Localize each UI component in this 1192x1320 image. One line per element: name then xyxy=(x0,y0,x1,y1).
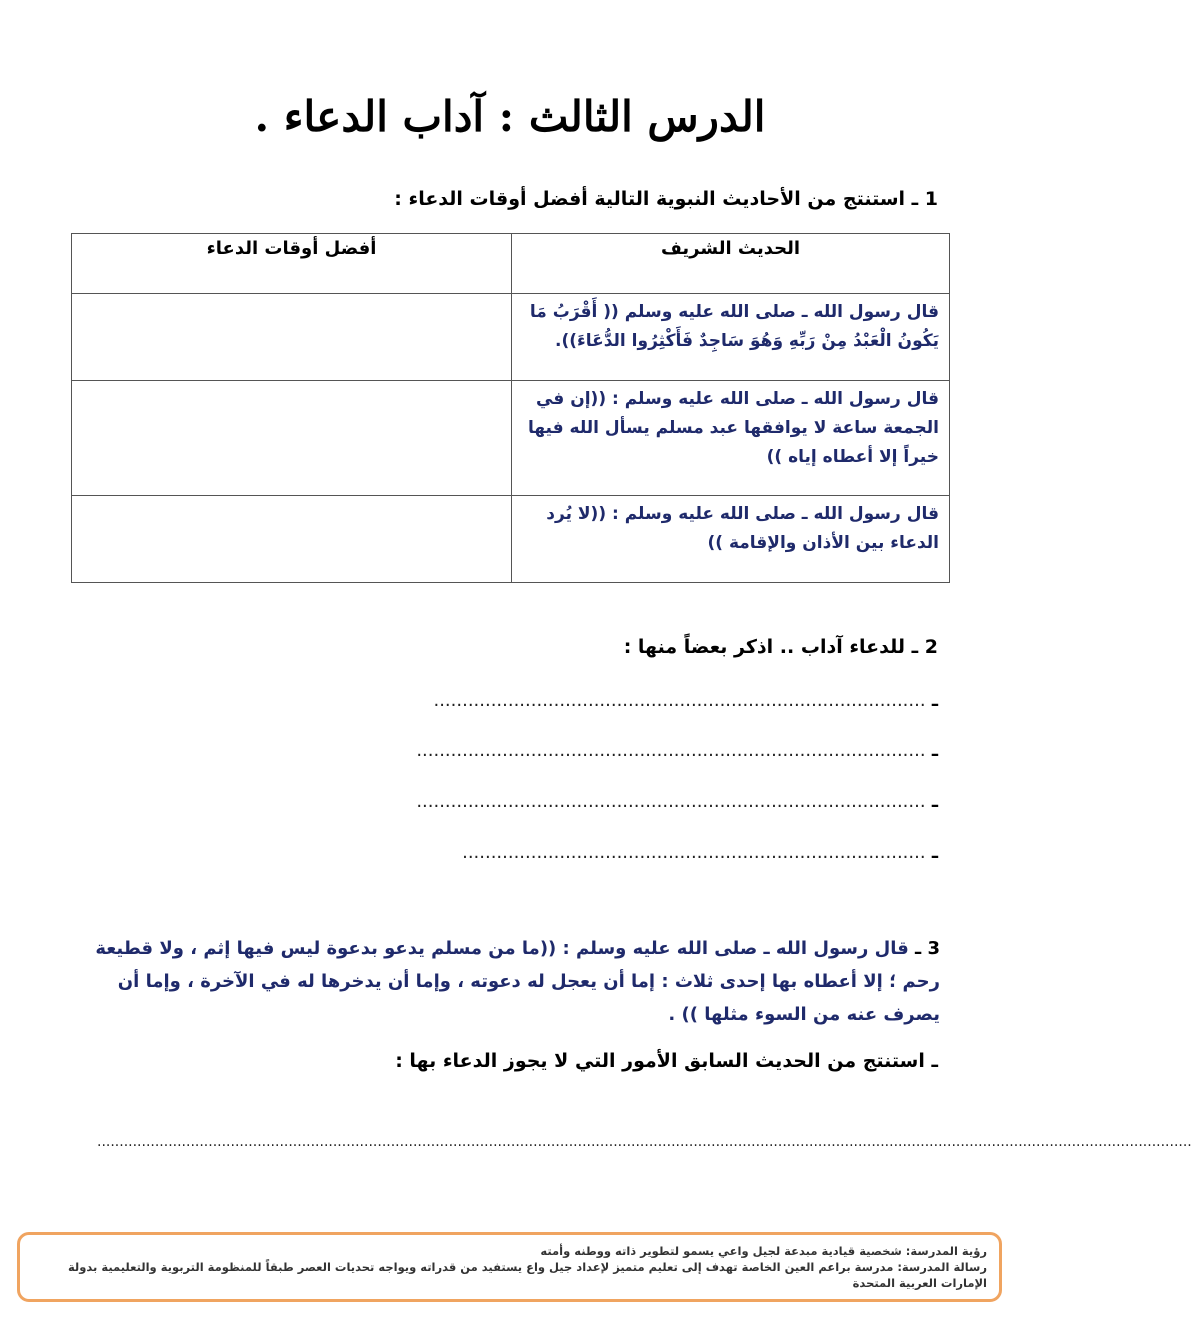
bullet-dash: ـ xyxy=(931,690,938,711)
dotted-line: ................................................................................. xyxy=(462,842,926,863)
bullet-dash: ـ xyxy=(931,740,938,761)
answer-line[interactable] xyxy=(416,740,938,761)
school-footer xyxy=(17,1232,1002,1302)
school-vision: رؤية المدرسة: شخصية قيادية مبدعة لجيل واعي يسمو لتطوير ذاته ووطنه وأمته xyxy=(540,1244,987,1258)
dotted-line: ......................................................................................... xyxy=(416,740,926,761)
dotted-line: ......................................................................................... xyxy=(416,791,926,812)
table-row xyxy=(72,294,950,381)
answer-cell[interactable] xyxy=(72,294,512,381)
table-row xyxy=(72,496,950,583)
question-2: 2 ـ للدعاء آداب .. اذكر بعضاً منها : xyxy=(623,636,938,658)
hadith-cell: قال رسول الله ـ صلى الله عليه وسلم (( أَقْرَبُ مَا يَكُونُ الْعَبْدُ مِنْ رَبِّهِ وَهُوَ سَاجِدٌ فَأَكْثِرُوا الدُّعَاءَ)). xyxy=(512,294,950,381)
hadith-cell: قال رسول الله ـ صلى الله عليه وسلم : ((لا يُرد الدعاء بين الأذان والإقامة )) xyxy=(512,496,950,583)
question-3-prompt: ـ استنتج من الحديث السابق الأمور التي لا يجوز الدعاء بها : xyxy=(395,1050,938,1072)
answer-line[interactable] xyxy=(416,791,938,812)
answer-cell[interactable] xyxy=(72,496,512,583)
header-best-times: أفضل أوقات الدعاء xyxy=(72,234,512,294)
answer-line[interactable] xyxy=(433,690,938,711)
page-title: الدرس الثالث : آداب الدعاء . xyxy=(254,92,766,141)
dotted-line: ...................................................................................... xyxy=(433,690,926,711)
bullet-dash: ـ xyxy=(931,791,938,812)
question-1: 1 ـ استنتج من الأحاديث النبوية التالية أفضل أوقات الدعاء : xyxy=(394,188,938,210)
question-3-hadith: قال رسول الله ـ صلى الله عليه وسلم : ((ما من مسلم يدعو بدعوة ليس فيها إثم ، ولا قطيعة رحم ؛ إلا أعطاه بها إحدى ثلاث : إما أن يعجل له دعوته ، وإما أن يدخرها له في الآخرة ، وإما أن يصرف عنه من السوء مثلها )) . xyxy=(95,938,940,1025)
school-mission: رسالة المدرسة: مدرسة براعم العين الخاصة تهدف إلى تعليم متميز لإعداد جيل واع يستفيد من قدراته ويواجه تحديات العصر طبقاً للمنظومة التربوية والتعليمية بدولة الإمارات العربية المتحدة xyxy=(67,1260,987,1290)
hadith-table xyxy=(71,233,950,583)
bullet-dash: ـ xyxy=(931,842,938,863)
question-3-number: 3 ـ xyxy=(915,938,940,959)
header-hadith: الحديث الشريف xyxy=(512,234,950,294)
answer-cell[interactable] xyxy=(72,381,512,496)
question-3 xyxy=(80,932,940,1031)
answer-line[interactable] xyxy=(462,842,938,863)
answer-line[interactable]: ...................................................................................................................................................................................................................................................... xyxy=(97,1134,1192,1150)
table-header-row xyxy=(72,234,950,294)
hadith-cell: قال رسول الله ـ صلى الله عليه وسلم : ((إن في الجمعة ساعة لا يوافقها عبد مسلم يسأل الله فيها خيراً إلا أعطاه إياه )) xyxy=(512,381,950,496)
table-row xyxy=(72,381,950,496)
